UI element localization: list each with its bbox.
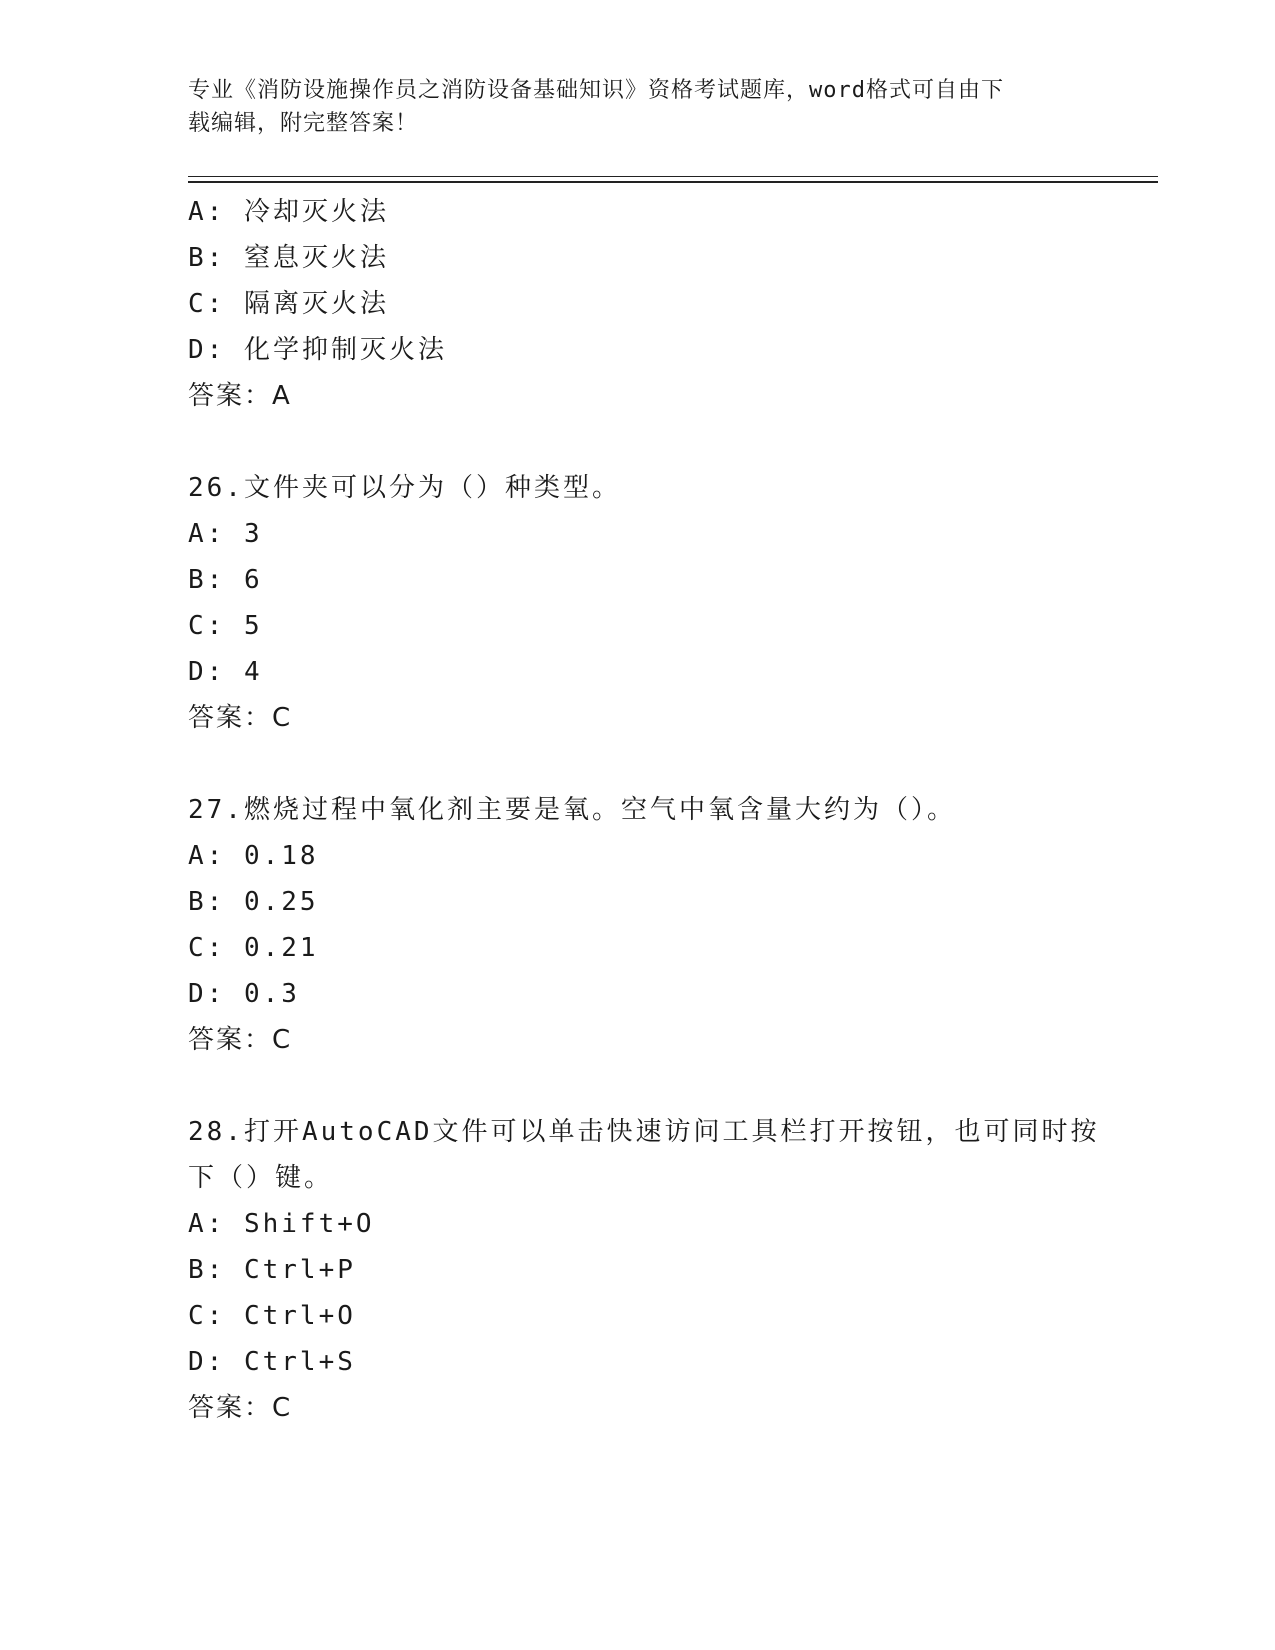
option-a: A: 3 <box>188 519 263 549</box>
option-d: D: Ctrl+S <box>188 1347 356 1377</box>
option-d: D: 0.3 <box>188 979 300 1009</box>
option-d: D: 化学抑制灭火法 <box>188 335 447 365</box>
question-block-28 <box>188 1109 1108 1431</box>
answer: 答案：C <box>188 1025 293 1055</box>
option-d: D: 4 <box>188 657 263 687</box>
option-c: C: 隔离灭火法 <box>188 289 389 319</box>
option-a: A: 冷却灭火法 <box>188 197 389 227</box>
header-line-1: 专业《消防设施操作员之消防设备基础知识》资格考试题库，word格式可自由下 <box>188 78 1004 103</box>
answer: 答案：C <box>188 1393 293 1423</box>
answer: 答案：C <box>188 703 293 733</box>
question-text: 26.文件夹可以分为（）种类型。 <box>188 473 621 503</box>
header-line-2: 载编辑，附完整答案！ <box>188 111 419 136</box>
document-header <box>188 74 1068 140</box>
question-block-26 <box>188 465 1108 741</box>
option-b: B: 6 <box>188 565 263 595</box>
question-text: 27.燃烧过程中氧化剂主要是氧。空气中氧含量大约为（）。 <box>188 795 956 825</box>
question-text-line-1: 28.打开AutoCAD文件可以单击快速访问工具栏打开按钮，也可同时按 <box>188 1117 1100 1147</box>
option-b: B: 0.25 <box>188 887 319 917</box>
question-block-25 <box>188 189 1108 419</box>
option-c: C: Ctrl+O <box>188 1301 356 1331</box>
question-list <box>188 189 1108 1431</box>
option-a: A: 0.18 <box>188 841 319 871</box>
answer: 答案：A <box>188 381 292 411</box>
header-divider-thick <box>188 181 1158 183</box>
option-b: B: 窒息灭火法 <box>188 243 389 273</box>
option-a: A: Shift+O <box>188 1209 375 1239</box>
option-c: C: 5 <box>188 611 263 641</box>
question-text-line-2: 下（）键。 <box>188 1163 334 1193</box>
option-b: B: Ctrl+P <box>188 1255 356 1285</box>
option-c: C: 0.21 <box>188 933 319 963</box>
header-divider-thin <box>188 176 1158 177</box>
question-block-27 <box>188 787 1108 1063</box>
